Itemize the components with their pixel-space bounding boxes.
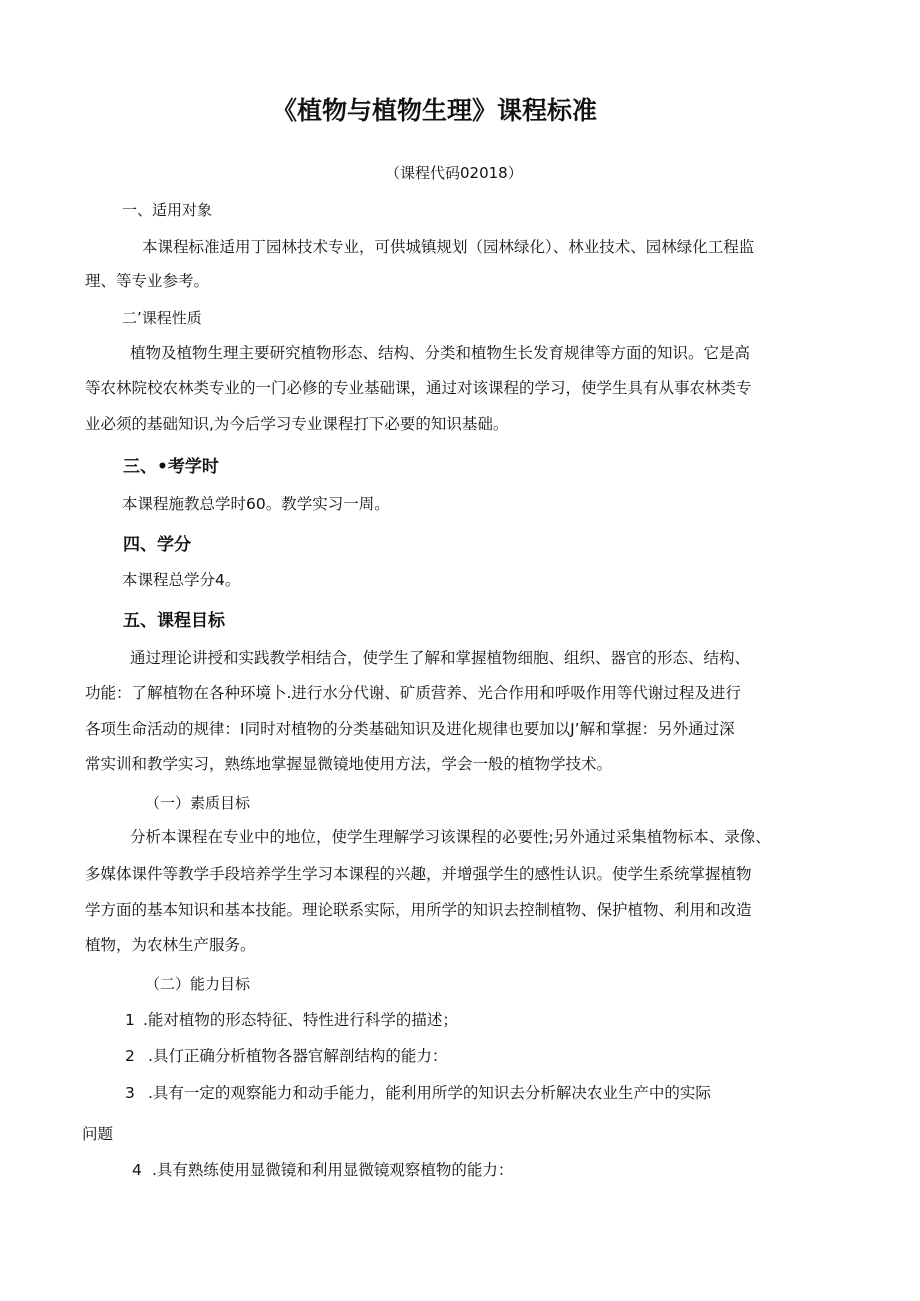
ability-item-1-text: .能对植物的形态特征、特性进行科学的描述； [143, 1011, 458, 1029]
section-2-line-2: 等农林院校农林类专业的一门必修的专业基础课，通过对该课程的学习，使学生具有从事农林类专 [85, 379, 752, 397]
quality-line-4: 植物，为农林生产服务。 [85, 936, 256, 954]
section-5-line-1: 通过理论讲授和实践教学相结合，使学生了解和掌握植物细胞、组织、器官的形态、结构、 [130, 649, 751, 667]
section-2-line-3: 业必须的基础知识,为今后学习专业课程打下必要的知识基础。 [85, 415, 509, 433]
ability-item-3-num: 3 [125, 1084, 135, 1102]
ability-item-4-num: 4 [132, 1161, 142, 1179]
section-heading-2: 二’课程性质 [122, 309, 202, 327]
ability-item-2-num: 2 [125, 1047, 135, 1065]
section-heading-5: 五、课程目标 [123, 611, 225, 631]
subsection-heading-ability: （二）能力目标 [145, 975, 251, 993]
quality-line-2: 多媒体课件等教学手段培养学生学习本课程的兴趣，并增强学生的感性认识。使学生系统掌握植物 [85, 865, 752, 883]
section-2-line-1: 植物及植物生理主要研究植物形态、结构、分类和植物生长发育规律等方面的知识。它是高 [130, 344, 751, 362]
section-3-line-1: 本课程施教总学时60。教学实习一周。 [122, 495, 390, 513]
course-code: （课程代码02018） [385, 164, 523, 182]
section-1-line-2: 理、等专业参考。 [85, 272, 210, 290]
document-title: 《植物与植物生理》课程标准 [272, 96, 598, 125]
section-1-line-1: 本课程标准适用丁园林技术专业，可供城镇规划（园林绿化）、林业技术、园林绿化工程监 [142, 238, 755, 256]
ability-item-4-text: .具有熟练使用显微镜和利用显微镜观察植物的能力： [152, 1161, 514, 1179]
quality-line-1: 分析本课程在专业中的地位，使学生理解学习该课程的必要性;另外通过采集植物标本、录像、 [130, 828, 771, 846]
section-heading-4: 四、学分 [123, 535, 191, 555]
section-heading-3: 三、•考学时 [123, 457, 219, 477]
section-heading-1: 一、适用对象 [122, 201, 213, 219]
section-4-line-1: 本课程总学分4。 [122, 571, 241, 589]
ability-item-3-continuation: 问题 [82, 1125, 114, 1143]
section-5-line-2: 功能：了解植物在各种环境卜.进行水分代谢、矿质营养、光合作用和呼吸作用等代谢过程及进行 [85, 684, 741, 702]
subsection-heading-quality: （一）素质目标 [145, 794, 251, 812]
ability-item-1-num: 1 [125, 1011, 135, 1029]
ability-item-2-text: .具仃正确分析植物各器官解剖结构的能力： [148, 1047, 448, 1065]
section-5-line-3: 各项生命活动的规律：I同时对植物的分类基础知识及进化规律也要加以J’解和掌握：另外通过深 [85, 720, 735, 738]
section-5-line-4: 常实训和教学实习，熟练地掌握显微镜地使用方法，学会一般的植物学技术。 [85, 755, 613, 773]
ability-item-3-text: .具有一定的观察能力和动手能力，能利用所学的知识去分析解决农业生产中的实际 [148, 1084, 711, 1102]
quality-line-3: 学方面的基本知识和基本技能。理论联系实际，用所学的知识去控制植物、保护植物、利用和改造 [85, 901, 752, 919]
